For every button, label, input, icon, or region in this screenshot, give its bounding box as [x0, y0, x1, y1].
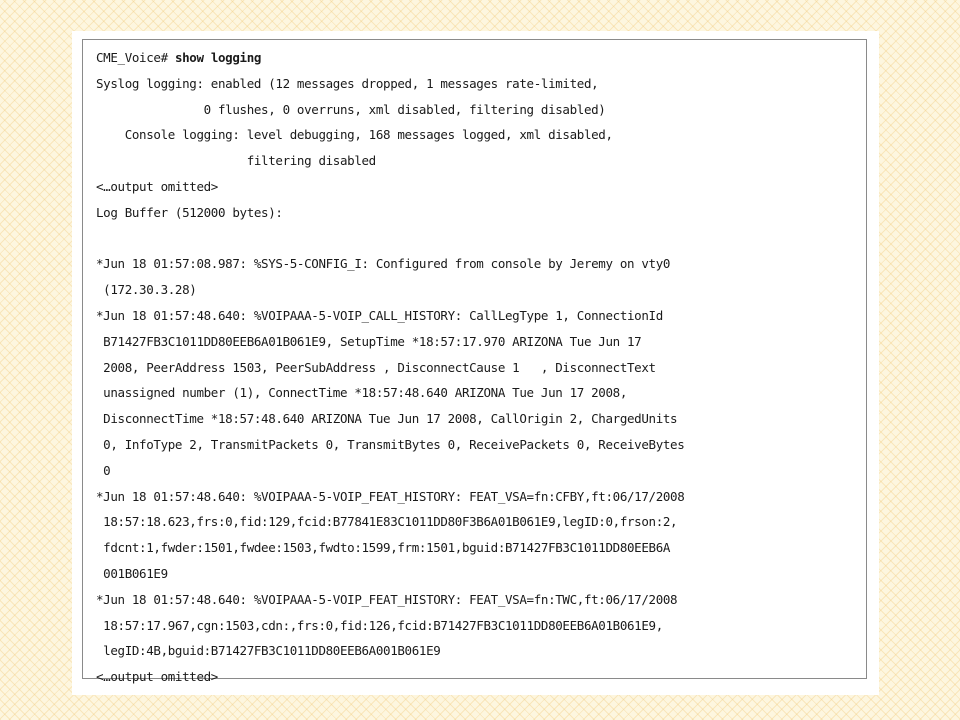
terminal-output-line: 0 flushes, 0 overruns, xml disabled, filtering disabled) [96, 101, 606, 117]
terminal-output-line: Console logging: level debugging, 168 messages logged, xml disabled, [96, 127, 613, 143]
slide-content-panel [72, 31, 879, 695]
terminal-output-line: 18:57:17.967,cgn:1503,cdn:,frs:0,fid:126,fcid:B71427FB3C1011DD80EEB6A01B061E9, [96, 617, 663, 633]
terminal-output-line: fdcnt:1,fwder:1501,fwdee:1503,fwdto:1599,frm:1501,bguid:B71427FB3C1011DD80EEB6A [96, 540, 671, 556]
terminal-output [96, 45, 684, 690]
terminal-output-line: 0, InfoType 2, TransmitPackets 0, TransmitBytes 0, ReceivePackets 0, ReceiveBytes [96, 436, 685, 452]
terminal-output-line: <…output omitted> [96, 178, 218, 194]
terminal-output-line: *Jun 18 01:57:48.640: %VOIPAAA-5-VOIP_FEAT_HISTORY: FEAT_VSA=fn:TWC,ft:06/17/2008 [96, 591, 678, 607]
terminal-output-box [82, 39, 867, 685]
terminal-output-line: 2008, PeerAddress 1503, PeerSubAddress , DisconnectCause 1 , DisconnectText [96, 359, 656, 375]
terminal-output-line: B71427FB3C1011DD80EEB6A01B061E9, SetupTime *18:57:17.970 ARIZONA Tue Jun 17 [96, 333, 642, 349]
terminal-output-line: 0 [96, 462, 111, 478]
terminal-output-line: 18:57:18.623,frs:0,fid:129,fcid:B77841E83C1011DD80F3B6A01B061E9,legID:0,frson:2, [96, 514, 678, 530]
command-line [96, 45, 684, 71]
terminal-output-line: unassigned number (1), ConnectTime *18:57:48.640 ARIZONA Tue Jun 17 2008, [96, 385, 627, 401]
cli-command: show logging [174, 50, 262, 65]
terminal-output-line: 001B061E9 [96, 565, 168, 581]
terminal-output-line: <…output omitted> [96, 669, 218, 685]
terminal-output-line: Syslog logging: enabled (12 messages dropped, 1 messages rate-limited, [96, 75, 599, 91]
terminal-output-line: (172.30.3.28) [96, 282, 197, 298]
terminal-output-line: DisconnectTime *18:57:48.640 ARIZONA Tue Jun 17 2008, CallOrigin 2, ChargedUnits [96, 411, 678, 427]
terminal-output-line: *Jun 18 01:57:48.640: %VOIPAAA-5-VOIP_CALL_HISTORY: CallLegType 1, ConnectionId [96, 307, 663, 323]
terminal-output-line [96, 226, 684, 252]
terminal-output-line: filtering disabled [96, 153, 376, 169]
terminal-output-line: legID:4B,bguid:B71427FB3C1011DD80EEB6A001B061E9 [96, 643, 441, 659]
terminal-output-line: *Jun 18 01:57:08.987: %SYS-5-CONFIG_I: Configured from console by Jeremy on vty0 [96, 256, 671, 272]
terminal-output-line: *Jun 18 01:57:48.640: %VOIPAAA-5-VOIP_FEAT_HISTORY: FEAT_VSA=fn:CFBY,ft:06/17/2008 [96, 488, 685, 504]
terminal-output-line: Log Buffer (512000 bytes): [96, 204, 283, 220]
cli-prompt: CME_Voice# [96, 50, 175, 65]
